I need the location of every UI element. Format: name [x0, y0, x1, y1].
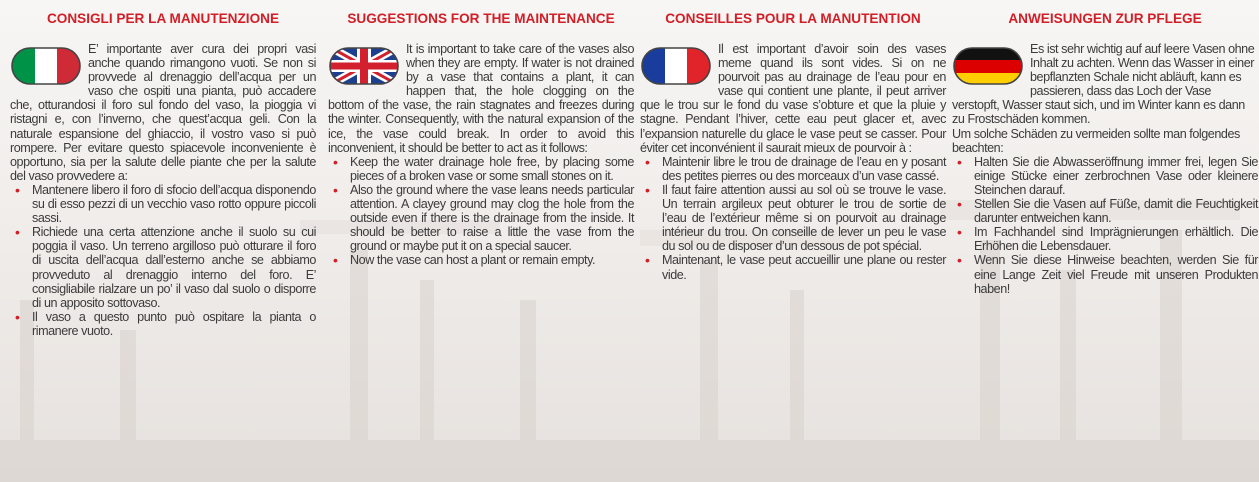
section-title: ANWEISUNGEN ZUR PFLEGE [1008, 11, 1202, 26]
list-item: • Mantenere libero il foro di sfocio dell’acqua disponendo su di esso pezzi di un vecchio vaso rotto oppure piccoli sassi. [10, 183, 316, 225]
list-item: • Now the vase can host a plant or remain empty. [328, 253, 634, 267]
list-item: • Halten Sie die Abwasseröffnung immer frei, legen Sie einige Stücke einer zerbrochnen Vase oder kleinere Steinchen darauf. [952, 155, 1258, 197]
intro-paragraph-2: Um solche Schäden zu vermeiden sollte man folgendes beachten: [952, 126, 1240, 155]
tips-list [10, 183, 316, 338]
section-body [328, 42, 634, 268]
intro-paragraph: It is important to take care of the vases also when they are empty. If water is not drained by a vase that contains a plant, it can happen that, the hole clogging on the bottom of the vase, the rain stagnates and freezes during the winter. Consequently, with the natural expansion of the ice, the vase could break. In order to avoid this inconvenient, it should be better to act as it follows: [328, 42, 634, 155]
list-item: • Il vaso a questo punto può ospitare la pianta o rimanere vuoto. [10, 310, 316, 338]
column-italian [10, 0, 316, 338]
section-title: SUGGESTIONS FOR THE MAINTENANCE [347, 11, 615, 26]
list-item: • Richiede una certa attenzione anche il suolo su cui poggia il vaso. Un terreno argilloso può otturare il foro di uscita dell’acqua dall’esterno anche se abbiamo provveduto al drenaggio interno del foro. E’ consigliabile rialzare un po’ il vaso dal suolo o disporre di un apposito sottovaso. [10, 225, 316, 310]
france-flag-icon [640, 42, 714, 88]
section-body [952, 42, 1258, 296]
section-body [640, 42, 946, 282]
list-item: • Il faut faire attention aussi au sol où se trouve le vase. Un terrain argileux peut obturer le trou de sortie de l’eau de l’extérieur même si on pourvoit au drainage intérieur du trou. On conseille de lever un peu le vase du sol ou de disposer d’un dessous de pot spécial. [640, 183, 946, 253]
column-french [640, 0, 946, 282]
intro-paragraph: E’ importante aver cura dei propri vasi anche quando rimangono vuoti. Se non si provvede al drenaggio dell’acqua per un vaso che ospiti una pianta, può accadere che, otturandosi il foro sul fondo del vaso, la pioggia vi ristagni e, con l’inverno, che quest’acqua geli. Con la naturale espansione del ghiaccio, il vostro vaso si può rompere. Per evitare questo spiacevole inconveniente è opportuno, sia per la salute delle piante che per la salute del vaso provvedere a: [10, 42, 316, 183]
column-german [952, 0, 1258, 296]
intro-paragraph: Es ist sehr wichtig auf auf leere Vasen ohne Inhalt zu achten. Wenn das Wasser in einer bepflanzten Schale nicht abläuft, kann es passieren, dass das Loch der Vase verstopft, Wasser staut sich, und im Winter kann es dann zu Frostschäden kommen. [952, 42, 1255, 127]
list-item: • Maintenant, le vase peut accueillir une plane ou rester vide. [640, 253, 946, 281]
section-title: CONSEILLES POUR LA MANUTENTION [665, 11, 921, 26]
italy-flag-icon [10, 42, 84, 88]
intro-paragraph: Il est important d’avoir soin des vases meme quand ils sont vides. Si on ne pourvoit pas au drainage de l’eau pour en vase qui contient une plante, il peut arriver que le trou sur le fond du vase s’obture et que la pluie y stagne. Pendant l’hiver, cette eau peut glacer et, avec l’expansion naturelle du glace le vase peut se casser. Pour éviter cet inconvénient il saurait mieux de pourvoir à : [640, 42, 946, 155]
list-item: • Maintenir libre le trou de drainage de l’eau en y posant des petites pierres ou des morceaux d’un vase cassé. [640, 155, 946, 183]
list-item: • Stellen Sie die Vasen auf Füße, damit die Feuchtigkeit darunter entweichen kann. [952, 197, 1258, 225]
list-item: • Keep the water drainage hole free, by placing some pieces of a broken vase or some small stones on it. [328, 155, 634, 183]
tips-list [328, 155, 634, 268]
germany-flag-icon [952, 42, 1026, 88]
list-item: • Also the ground where the vase leans needs particular attention. A clayey ground may clog the hole from the outside even if there is the drainage from the inside. It should be better to raise a little the vase from the ground or maybe put it on a special saucer. [328, 183, 634, 253]
section-title: CONSIGLI PER LA MANUTENZIONE [46, 11, 280, 26]
uk-flag-icon [328, 42, 402, 88]
tips-list [952, 155, 1258, 296]
list-item: • Im Fachhandel sind Imprägnierungen erhältlich. Die Erhöhen die Lebensdauer. [952, 225, 1258, 253]
column-english [328, 0, 634, 268]
section-body [10, 42, 316, 338]
list-item: • Wenn Sie diese Hinweise beachten, werden Sie für eine Lange Zeit viel Freude mit unseren Produkten haben! [952, 253, 1258, 295]
tips-list [640, 155, 946, 282]
